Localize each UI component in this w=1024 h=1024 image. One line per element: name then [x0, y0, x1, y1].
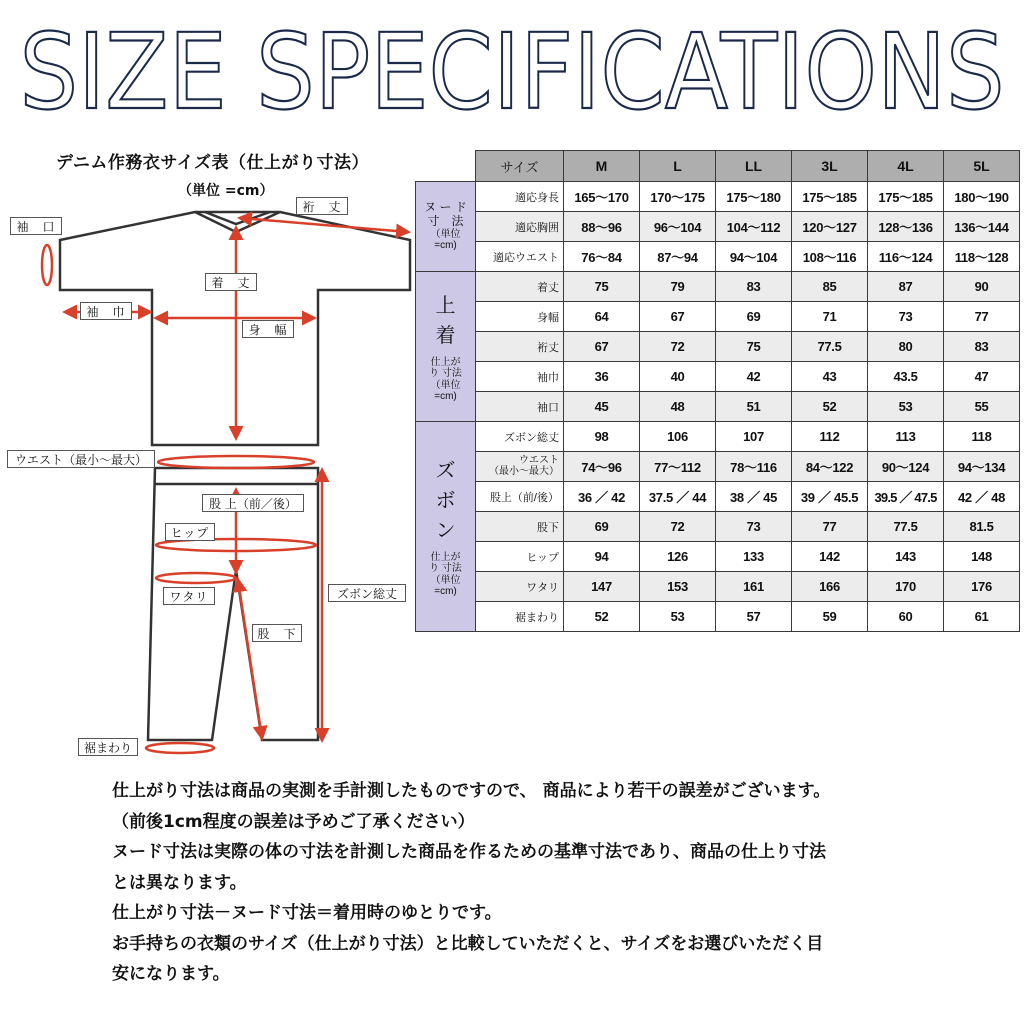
size-header-row	[416, 151, 1020, 182]
cell: 48	[640, 392, 716, 422]
cell: 53	[868, 392, 944, 422]
label-ki-take: 着 丈	[205, 273, 257, 291]
table-row	[416, 212, 1020, 242]
cell: 108〜116	[792, 242, 868, 272]
label-yuki-take: 裄 丈	[296, 197, 348, 215]
cell: 116〜124	[868, 242, 944, 272]
label-waist: ウエスト（最小〜最大）	[7, 450, 155, 468]
cell: 112	[792, 422, 868, 452]
cell: 180〜190	[944, 182, 1020, 212]
row-label: 裄丈	[476, 332, 564, 362]
label-hip: ヒップ	[165, 523, 215, 541]
cell: 79	[640, 272, 716, 302]
cell: 76〜84	[564, 242, 640, 272]
cell: 71	[792, 302, 868, 332]
table-row	[416, 512, 1020, 542]
cell: 74〜96	[564, 452, 640, 482]
cell: 136〜144	[944, 212, 1020, 242]
row-label: ヒップ	[476, 542, 564, 572]
cell: 85	[792, 272, 868, 302]
cell: 77	[944, 302, 1020, 332]
row-label: ワタリ	[476, 572, 564, 602]
note-line: 仕上がり寸法－ヌード寸法＝着用時のゆとりです。	[112, 903, 502, 923]
waist-ellipse	[158, 456, 314, 468]
cell: 55	[944, 392, 1020, 422]
cell: 45	[564, 392, 640, 422]
label-sode-haba: 袖 巾	[80, 302, 132, 320]
cell: 90〜124	[868, 452, 944, 482]
table-row	[416, 572, 1020, 602]
sode-guchi-ellipse	[42, 245, 52, 285]
row-label: 袖口	[476, 392, 564, 422]
cell: 47	[944, 362, 1020, 392]
cell: 83	[716, 272, 792, 302]
cell: 36 ／ 42	[564, 482, 640, 512]
size-notes	[112, 776, 992, 990]
cell: 165〜170	[564, 182, 640, 212]
cell: 80	[868, 332, 944, 362]
header-size-label: サイズ	[476, 151, 564, 182]
cell: 90	[944, 272, 1020, 302]
cell: 39 ／ 45.5	[792, 482, 868, 512]
cell: 75	[564, 272, 640, 302]
table-row	[416, 542, 1020, 572]
cell: 38 ／ 45	[716, 482, 792, 512]
cell: 78〜116	[716, 452, 792, 482]
size-4l: 4L	[868, 151, 944, 182]
cell: 94〜134	[944, 452, 1020, 482]
note-line: お手持ちの衣類のサイズ（仕上がり寸法）と比較していただくと、サイズをお選びいただく目	[112, 933, 824, 954]
row-label: 袖巾	[476, 362, 564, 392]
size-5l: 5L	[944, 151, 1020, 182]
cell: 98	[564, 422, 640, 452]
cell: 73	[716, 512, 792, 542]
cell: 88〜96	[564, 212, 640, 242]
label-zubon-sou-take: ズボン総丈	[328, 584, 406, 602]
row-label: 裾まわり	[476, 602, 564, 632]
row-label: 適応身長	[476, 182, 564, 212]
cell: 170	[868, 572, 944, 602]
cell: 84〜122	[792, 452, 868, 482]
table-row	[416, 452, 1020, 482]
size-table	[415, 150, 1020, 632]
label-mata-ue: 股 上（前／後）	[202, 494, 304, 512]
cell: 120〜127	[792, 212, 868, 242]
cell: 176	[944, 572, 1020, 602]
page-banner	[0, 0, 1024, 130]
cell: 52	[792, 392, 868, 422]
cell: 118	[944, 422, 1020, 452]
cell: 128〜136	[868, 212, 944, 242]
cell: 96〜104	[640, 212, 716, 242]
cell: 52	[564, 602, 640, 632]
size-m: M	[564, 151, 640, 182]
cell: 42	[716, 362, 792, 392]
cell: 36	[564, 362, 640, 392]
cell: 67	[564, 332, 640, 362]
cell: 64	[564, 302, 640, 332]
size-3l: 3L	[792, 151, 868, 182]
diagram-title: デニム作務衣サイズ表（仕上がり寸法）	[56, 153, 369, 173]
table-row	[416, 362, 1020, 392]
cell: 67	[640, 302, 716, 332]
label-mi-haba: 身 幅	[242, 320, 294, 338]
cell: 57	[716, 602, 792, 632]
diagram-unit: （単位 =cm）	[178, 183, 274, 199]
cell: 73	[868, 302, 944, 332]
row-label: 適応ウエスト	[476, 242, 564, 272]
note-line: 仕上がり寸法は商品の実測を手計測したものですので、 商品により若干の誤差がございます。	[112, 781, 831, 801]
cell: 175〜185	[792, 182, 868, 212]
cell: 61	[944, 602, 1020, 632]
table-row	[416, 332, 1020, 362]
row-label: 股上（前/後）	[476, 482, 564, 512]
cell: 43.5	[868, 362, 944, 392]
cell: 113	[868, 422, 944, 452]
cell: 77.5	[792, 332, 868, 362]
table-row	[416, 272, 1020, 302]
header-blank	[416, 151, 476, 182]
cell: 153	[640, 572, 716, 602]
cell: 51	[716, 392, 792, 422]
row-label: 身幅	[476, 302, 564, 332]
note-line: （前後1cm程度の誤差は予めご了承ください）	[112, 811, 475, 832]
table-row	[416, 422, 1020, 452]
cell: 77.5	[868, 512, 944, 542]
note-line: 安になります。	[112, 964, 230, 984]
group-pants-label: ズ ボ ン 仕上が り 寸法 （単位 =cm)	[416, 422, 476, 632]
cell: 69	[564, 512, 640, 542]
cell: 147	[564, 572, 640, 602]
label-watari: ワタリ	[163, 587, 215, 605]
cell: 77〜112	[640, 452, 716, 482]
label-suso-mawari: 裾まわり	[78, 738, 138, 756]
label-sode-guchi: 袖 口	[10, 217, 62, 235]
cell: 166	[792, 572, 868, 602]
cell: 69	[716, 302, 792, 332]
group-nude-label: ヌ ー ド 寸 法 （単位 =cm)	[416, 182, 476, 272]
row-label: 股下	[476, 512, 564, 542]
row-label: ウエスト （最小〜最大）	[476, 452, 564, 482]
table-row	[416, 482, 1020, 512]
cell: 81.5	[944, 512, 1020, 542]
size-ll: LL	[716, 151, 792, 182]
banner-title: SIZE SPECIFICATIONS	[19, 11, 1005, 130]
cell: 39.5 ／ 47.5	[868, 482, 944, 512]
cell: 43	[792, 362, 868, 392]
cell: 75	[716, 332, 792, 362]
cell: 37.5 ／ 44	[640, 482, 716, 512]
cell: 53	[640, 602, 716, 632]
table-row	[416, 182, 1020, 212]
cell: 77	[792, 512, 868, 542]
cell: 126	[640, 542, 716, 572]
cell: 148	[944, 542, 1020, 572]
cell: 133	[716, 542, 792, 572]
cell: 72	[640, 332, 716, 362]
cell: 40	[640, 362, 716, 392]
cell: 83	[944, 332, 1020, 362]
group-jacket-label: 上 着 仕上が り 寸法 （単位 =cm)	[416, 272, 476, 422]
cell: 104〜112	[716, 212, 792, 242]
cell: 87〜94	[640, 242, 716, 272]
cell: 170〜175	[640, 182, 716, 212]
cell: 59	[792, 602, 868, 632]
garment-diagram	[0, 195, 420, 775]
suso-mawari-ellipse	[146, 743, 214, 753]
cell: 94〜104	[716, 242, 792, 272]
cell: 118〜128	[944, 242, 1020, 272]
note-line: とは異なります。	[112, 872, 247, 893]
row-label: 適応胸囲	[476, 212, 564, 242]
table-row	[416, 242, 1020, 272]
size-l: L	[640, 151, 716, 182]
table-row	[416, 602, 1020, 632]
row-label: ズボン総丈	[476, 422, 564, 452]
cell: 94	[564, 542, 640, 572]
cell: 107	[716, 422, 792, 452]
cell: 143	[868, 542, 944, 572]
cell: 106	[640, 422, 716, 452]
cell: 42 ／ 48	[944, 482, 1020, 512]
cell: 175〜180	[716, 182, 792, 212]
cell: 175〜185	[868, 182, 944, 212]
cell: 142	[792, 542, 868, 572]
cell: 161	[716, 572, 792, 602]
row-label: 着丈	[476, 272, 564, 302]
label-mata-shita: 股 下	[252, 624, 302, 642]
cell: 87	[868, 272, 944, 302]
cell: 72	[640, 512, 716, 542]
table-row	[416, 302, 1020, 332]
cell: 60	[868, 602, 944, 632]
note-line: ヌード寸法は実際の体の寸法を計測した商品を作るための基準寸法であり、商品の仕上り寸法	[112, 842, 826, 862]
table-row	[416, 392, 1020, 422]
